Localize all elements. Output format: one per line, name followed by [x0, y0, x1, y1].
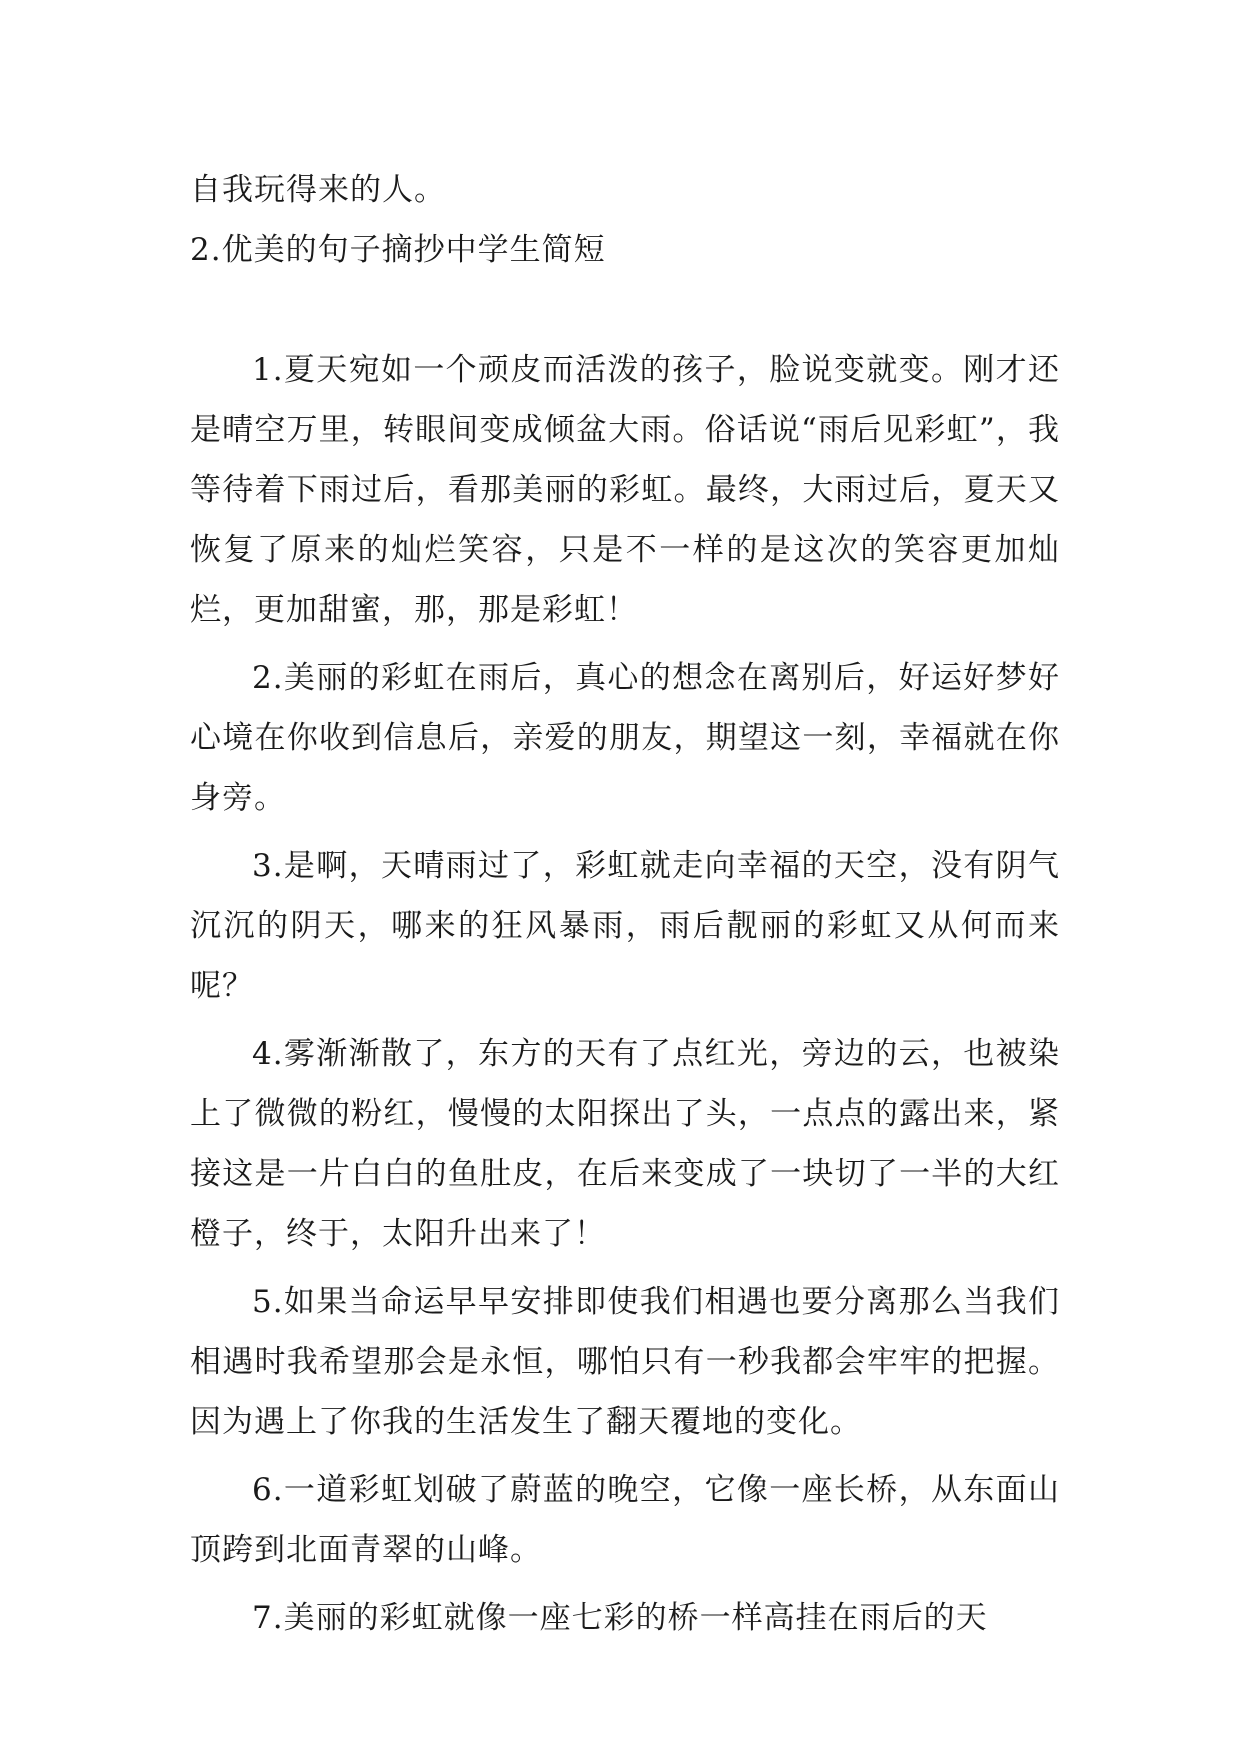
- paragraph-6: 6.一道彩虹划破了蔚蓝的晚空，它像一座长桥，从东面山顶跨到北面青翠的山峰。: [190, 1472, 1060, 1568]
- paragraph-2: 2.美丽的彩虹在雨后，真心的想念在离别后，好运好梦好心境在你收到信息后，亲爱的朋友，期望这一刻，幸福就在你身旁。: [190, 660, 1060, 816]
- document-body: [190, 160, 1060, 1656]
- paragraph-4: 4.雾渐渐散了，东方的天有了点红光，旁边的云，也被染上了微微的粉红，慢慢的太阳探出了头，一点点的露出来，紧接这是一片白白的鱼肚皮，在后来变成了一块切了一半的大红橙子，终于，太阳升出来了！: [190, 1036, 1060, 1252]
- spacer: [190, 280, 1060, 340]
- intro-line: 自我玩得来的人。: [190, 172, 446, 208]
- section-heading: 2.优美的句子摘抄中学生简短: [190, 232, 606, 268]
- paragraph-5: 5.如果当命运早早安排即使我们相遇也要分离那么当我们相遇时我希望那会是永恒，哪怕只有一秒我都会牢牢的把握。因为遇上了你我的生活发生了翻天覆地的变化。: [190, 1284, 1060, 1440]
- paragraph-7: 7.美丽的彩虹就像一座七彩的桥一样高挂在雨后的天: [252, 1600, 988, 1636]
- paragraph-3: 3.是啊，天晴雨过了，彩虹就走向幸福的天空，没有阴气沉沉的阴天，哪来的狂风暴雨，雨后靓丽的彩虹又从何而来呢？: [190, 848, 1060, 1004]
- paragraph-1: 1.夏天宛如一个顽皮而活泼的孩子，脸说变就变。刚才还是晴空万里，转眼间变成倾盆大雨。俗话说“雨后见彩虹”，我等待着下雨过后，看那美丽的彩虹。最终，大雨过后，夏天又恢复了原来的灿烂笑容，只是不一样的是这次的笑容更加灿烂，更加甜蜜，那，那是彩虹！: [190, 352, 1060, 628]
